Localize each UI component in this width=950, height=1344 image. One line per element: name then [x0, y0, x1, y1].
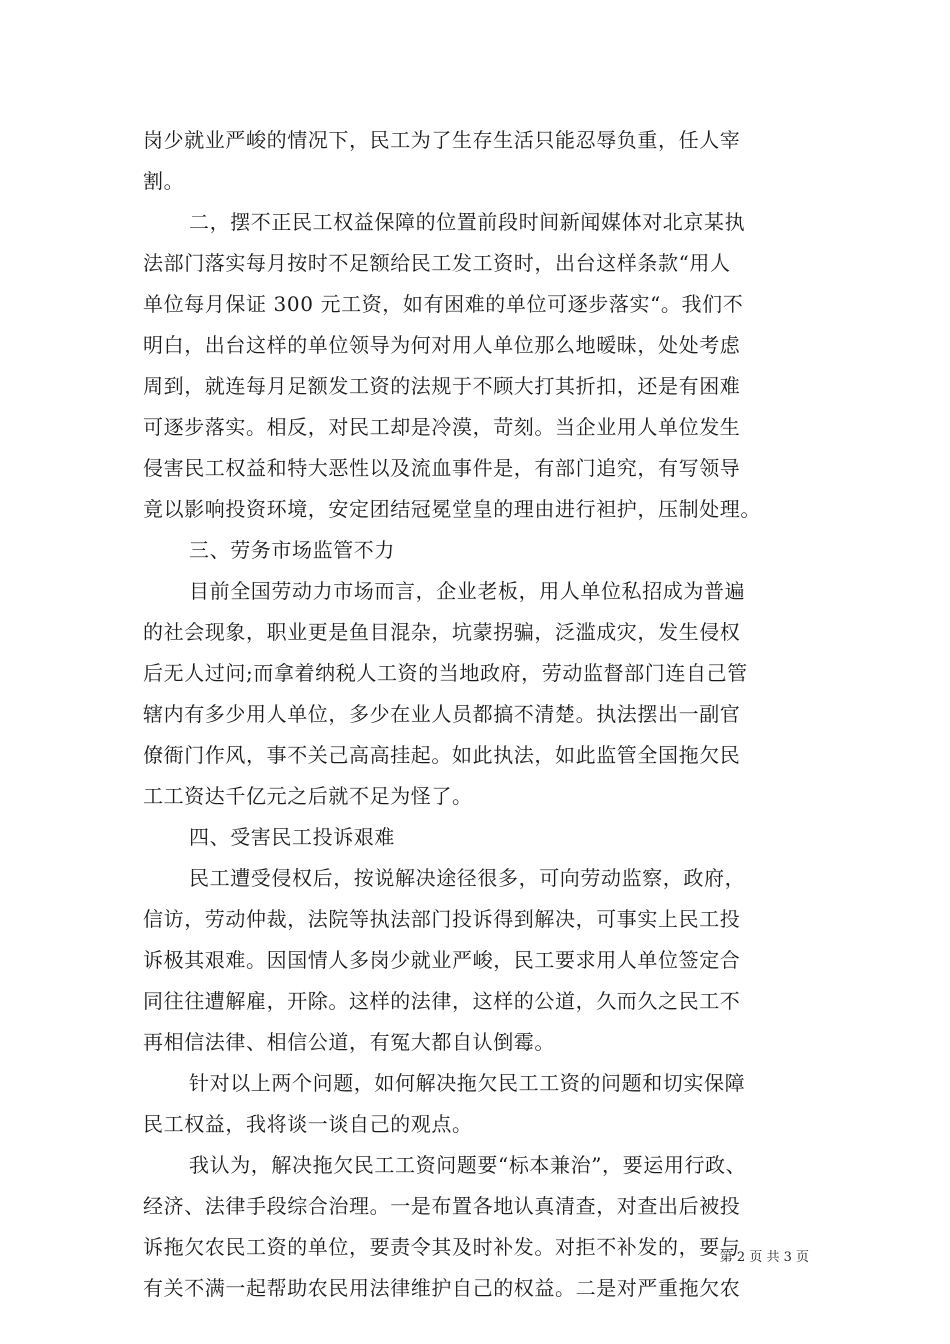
text-line: 四、受害民工投诉艰难	[189, 825, 395, 849]
text-line: 岗少就业严峻的情况下，民工为了生存生活只能忍辱负重，任人宰	[143, 128, 741, 152]
text-line: 三、劳务市场监管不力	[189, 538, 395, 562]
text-line: 信访，劳动仲裁，法院等执法部门投诉得到解决，可事实上民工投	[143, 907, 741, 931]
text-line: 民工遭受侵权后，按说解决途径很多，可向劳动监察，政府，	[189, 866, 746, 890]
text-line: 竟以影响投资环境，安定团结冠冕堂皇的理由进行袒护，压制处理。	[143, 497, 761, 521]
page-number-indicator: 第 2 页 共 3 页	[719, 1250, 809, 1265]
text-line: 侵害民工权益和特大恶性以及流血事件是，有部门追究，有写领导	[143, 456, 741, 480]
text-line: 同往往遭解雇，开除。这样的法律，这样的公道，久而久之民工不	[143, 989, 741, 1013]
text-line: 工工资达千亿元之后就不足为怪了。	[143, 784, 473, 808]
text-line: 明白，出台这样的单位领导为何对用人单位那么地暧昧，处处考虑	[143, 333, 741, 357]
text-line: 诉拖欠农民工资的单位，要责令其及时补发。对拒不补发的，要与	[143, 1235, 741, 1259]
text-line: 周到，就连每月足额发工资的法规于不顾大打其折扣，还是有困难	[143, 374, 741, 398]
text-line: 法部门落实每月按时不足额给民工发工资时，出台这样条款“用人	[143, 251, 731, 275]
text-line: 有关不满一起帮助农民用法律维护自己的权益。二是对严重拖欠农	[143, 1276, 741, 1300]
text-line: 针对以上两个问题，如何解决拖欠民工工资的问题和切实保障	[189, 1071, 746, 1095]
text-line: 诉极其艰难。因国情人多岗少就业严峻，民工要求用人单位签定合	[143, 948, 741, 972]
text-line: 目前全国劳动力市场而言，企业老板，用人单位私招成为普遍	[189, 579, 746, 603]
text-line: 僚衙门作风，事不关己高高挂起。如此执法，如此监管全国拖欠民	[143, 743, 741, 767]
document-body	[143, 120, 813, 1309]
text-line: 可逐步落实。相反，对民工却是冷漠，苛刻。当企业用人单位发生	[143, 415, 741, 439]
text-line: 再相信法律、相信公道，有冤大都自认倒霉。	[143, 1030, 555, 1054]
text-line: 我认为，解决拖欠民工工资问题要“标本兼治”，要运用行政、	[189, 1153, 747, 1177]
text-line: 割。	[143, 169, 185, 193]
text-line: 民工权益，我将谈一谈自己的观点。	[143, 1112, 473, 1136]
text-line: 辖内有多少用人单位，多少在业人员都搞不清楚。执法摆出一副官	[143, 702, 741, 726]
text-line: 的社会现象，职业更是鱼目混杂，坑蒙拐骗，泛滥成灾，发生侵权	[143, 620, 741, 644]
text-line: 经济、法律手段综合治理。一是布置各地认真清查，对查出后被投	[143, 1194, 741, 1218]
text-line: 单位每月保证 300 元工资，如有困难的单位可逐步落实“。我们不	[143, 292, 744, 316]
text-line: 后无人过问;而拿着纳税人工资的当地政府，劳动监督部门连自己管	[143, 661, 748, 685]
text-line: 二，摆不正民工权益保障的位置前段时间新闻媒体对北京某执	[189, 210, 746, 234]
